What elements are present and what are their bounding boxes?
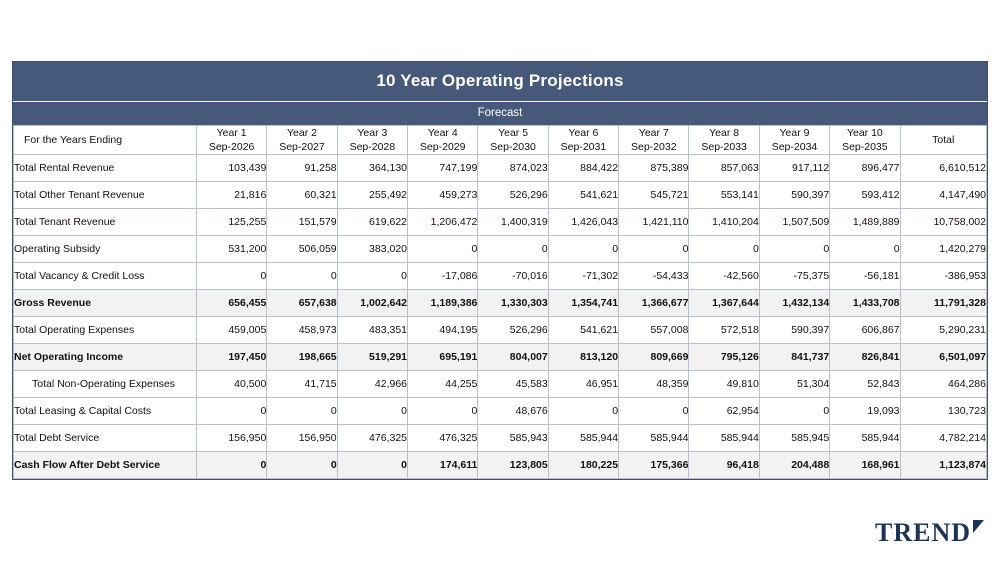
row-value: 0 [548, 236, 618, 263]
row-value: 585,944 [830, 425, 900, 452]
row-label: Total Non-Operating Expenses [14, 371, 197, 398]
row-value: 42,966 [337, 371, 407, 398]
row-value: 0 [196, 452, 266, 479]
row-value: 60,321 [267, 182, 337, 209]
row-value: 857,063 [689, 155, 759, 182]
table-row [14, 182, 987, 209]
table-header-row [14, 126, 987, 155]
row-value: 168,961 [830, 452, 900, 479]
row-value: 1,189,386 [408, 290, 478, 317]
row-value: 51,304 [759, 371, 829, 398]
row-value: 813,120 [548, 344, 618, 371]
row-value: -17,086 [408, 263, 478, 290]
row-label: Operating Subsidy [14, 236, 197, 263]
table-row [14, 344, 987, 371]
row-value: 884,422 [548, 155, 618, 182]
year-name: Year 8 [709, 127, 740, 139]
column-header-year-6 [548, 126, 618, 155]
row-value: 531,200 [196, 236, 266, 263]
column-header-total: Total [900, 126, 986, 155]
row-value: 458,973 [267, 317, 337, 344]
row-value: 1,330,303 [478, 290, 548, 317]
row-total: 130,723 [900, 398, 986, 425]
row-value: 198,665 [267, 344, 337, 371]
row-value: 45,583 [478, 371, 548, 398]
year-name: Year 4 [427, 127, 458, 139]
row-value: 0 [337, 263, 407, 290]
column-header-year-1 [196, 126, 266, 155]
row-value: 1,206,472 [408, 209, 478, 236]
row-value: 585,945 [759, 425, 829, 452]
row-value: 0 [337, 398, 407, 425]
row-value: 0 [548, 398, 618, 425]
row-value: 526,296 [478, 182, 548, 209]
row-value: 896,477 [830, 155, 900, 182]
row-value: 21,816 [196, 182, 266, 209]
row-total: 4,782,214 [900, 425, 986, 452]
row-value: 156,950 [196, 425, 266, 452]
row-total: 6,501,097 [900, 344, 986, 371]
row-value: -75,375 [759, 263, 829, 290]
row-value: 44,255 [408, 371, 478, 398]
table-row [14, 290, 987, 317]
table-row [14, 425, 987, 452]
row-label: Total Operating Expenses [14, 317, 197, 344]
row-value: 255,492 [337, 182, 407, 209]
column-header-year-2 [267, 126, 337, 155]
row-value: 0 [337, 452, 407, 479]
row-value: 197,450 [196, 344, 266, 371]
row-value: 0 [619, 398, 689, 425]
row-label: Cash Flow After Debt Service [14, 452, 197, 479]
row-label: Total Debt Service [14, 425, 197, 452]
row-total: 11,791,328 [900, 290, 986, 317]
row-value: 52,843 [830, 371, 900, 398]
row-value: 476,325 [337, 425, 407, 452]
row-total: 1,420,279 [900, 236, 986, 263]
year-date: Sep-2027 [279, 141, 325, 154]
projections-table [13, 125, 987, 479]
row-value: 695,191 [408, 344, 478, 371]
table-row [14, 317, 987, 344]
row-value: 657,638 [267, 290, 337, 317]
row-total: 4,147,490 [900, 182, 986, 209]
row-value: 541,621 [548, 317, 618, 344]
column-header-year-3 [337, 126, 407, 155]
row-value: 656,455 [196, 290, 266, 317]
row-value: 459,005 [196, 317, 266, 344]
row-value: 476,325 [408, 425, 478, 452]
year-name: Year 1 [216, 127, 247, 139]
column-header-year-10 [830, 126, 900, 155]
row-value: 0 [830, 236, 900, 263]
table-row [14, 452, 987, 479]
row-value: 553,141 [689, 182, 759, 209]
row-value: 1,002,642 [337, 290, 407, 317]
row-value: 48,676 [478, 398, 548, 425]
year-name: Year 5 [498, 127, 529, 139]
table-row [14, 398, 987, 425]
row-value: 585,944 [619, 425, 689, 452]
row-value: 494,195 [408, 317, 478, 344]
row-value: 0 [267, 452, 337, 479]
row-value: 0 [478, 236, 548, 263]
row-label: Gross Revenue [14, 290, 197, 317]
row-value: 175,366 [619, 452, 689, 479]
row-value: 557,008 [619, 317, 689, 344]
brand-logo [875, 518, 984, 548]
row-value: 1,400,319 [478, 209, 548, 236]
forecast-label: Forecast [13, 102, 987, 125]
row-value: 125,255 [196, 209, 266, 236]
year-name: Year 3 [357, 127, 388, 139]
row-value: 41,715 [267, 371, 337, 398]
row-value: 40,500 [196, 371, 266, 398]
year-date: Sep-2029 [419, 141, 466, 154]
column-header-year-8 [689, 126, 759, 155]
year-name: Year 10 [846, 127, 883, 139]
row-value: 875,389 [619, 155, 689, 182]
table-row [14, 155, 987, 182]
row-value: 519,291 [337, 344, 407, 371]
table-row [14, 371, 987, 398]
row-value: 49,810 [689, 371, 759, 398]
row-value: 48,359 [619, 371, 689, 398]
row-total: 464,286 [900, 371, 986, 398]
row-value: 103,439 [196, 155, 266, 182]
row-value: 91,258 [267, 155, 337, 182]
year-date: Sep-2030 [490, 141, 536, 154]
projections-sheet [12, 61, 988, 480]
row-value: 747,199 [408, 155, 478, 182]
row-total: 10,758,002 [900, 209, 986, 236]
row-value: 606,867 [830, 317, 900, 344]
row-value: 1,354,741 [548, 290, 618, 317]
row-label: Total Leasing & Capital Costs [14, 398, 197, 425]
row-value: 506,059 [267, 236, 337, 263]
table-row [14, 263, 987, 290]
row-value: 809,669 [619, 344, 689, 371]
row-value: 0 [267, 398, 337, 425]
row-value: 0 [196, 398, 266, 425]
brand-mark-icon [973, 520, 984, 546]
row-value: 545,721 [619, 182, 689, 209]
year-date: Sep-2031 [560, 141, 607, 154]
year-name: Year 2 [286, 127, 317, 139]
year-date: Sep-2034 [771, 141, 818, 154]
row-value: 0 [759, 398, 829, 425]
table-body [14, 155, 987, 479]
row-value: 585,943 [478, 425, 548, 452]
row-value: 804,007 [478, 344, 548, 371]
column-header-year-4 [408, 126, 478, 155]
row-value: 795,126 [689, 344, 759, 371]
row-value: 590,397 [759, 317, 829, 344]
row-value: 174,611 [408, 452, 478, 479]
row-value: 459,273 [408, 182, 478, 209]
row-value: 1,433,708 [830, 290, 900, 317]
row-value: 0 [267, 263, 337, 290]
row-label: Total Rental Revenue [14, 155, 197, 182]
row-value: -56,181 [830, 263, 900, 290]
table-row [14, 209, 987, 236]
row-value: 151,579 [267, 209, 337, 236]
row-value: -42,560 [689, 263, 759, 290]
sheet-title: 10 Year Operating Projections [13, 62, 987, 102]
row-label: Total Vacancy & Credit Loss [14, 263, 197, 290]
row-total: 5,290,231 [900, 317, 986, 344]
row-value: 1,507,509 [759, 209, 829, 236]
brand-name: TREND [874, 518, 971, 547]
row-value: 1,426,043 [548, 209, 618, 236]
row-value: 96,418 [689, 452, 759, 479]
row-label: Total Tenant Revenue [14, 209, 197, 236]
row-label: Total Other Tenant Revenue [14, 182, 197, 209]
row-total: 1,123,874 [900, 452, 986, 479]
row-value: 483,351 [337, 317, 407, 344]
year-date: Sep-2033 [701, 141, 747, 154]
row-value: 383,020 [337, 236, 407, 263]
row-value: 1,367,644 [689, 290, 759, 317]
row-value: 1,432,134 [759, 290, 829, 317]
row-value: 585,944 [548, 425, 618, 452]
row-value: 204,488 [759, 452, 829, 479]
row-value: 0 [759, 236, 829, 263]
row-value: 0 [619, 236, 689, 263]
row-value: 1,489,889 [830, 209, 900, 236]
row-value: 593,412 [830, 182, 900, 209]
column-header-label: For the Years Ending [14, 126, 197, 155]
row-value: 46,951 [548, 371, 618, 398]
row-value: 585,944 [689, 425, 759, 452]
row-value: 0 [689, 236, 759, 263]
year-date: Sep-2026 [208, 141, 255, 154]
row-value: 541,621 [548, 182, 618, 209]
row-value: 526,296 [478, 317, 548, 344]
row-value: 1,410,204 [689, 209, 759, 236]
year-date: Sep-2032 [631, 141, 677, 154]
row-value: 156,950 [267, 425, 337, 452]
row-value: 0 [408, 236, 478, 263]
row-value: 364,130 [337, 155, 407, 182]
column-header-year-7 [619, 126, 689, 155]
row-label: Net Operating Income [14, 344, 197, 371]
row-value: 180,225 [548, 452, 618, 479]
row-value: -71,302 [548, 263, 618, 290]
row-value: 841,737 [759, 344, 829, 371]
year-date: Sep-2035 [842, 141, 888, 154]
column-header-year-5 [478, 126, 548, 155]
year-name: Year 6 [568, 127, 599, 139]
row-value: 572,518 [689, 317, 759, 344]
row-value: 123,805 [478, 452, 548, 479]
row-value: 62,954 [689, 398, 759, 425]
row-value: -54,433 [619, 263, 689, 290]
column-header-year-9 [759, 126, 829, 155]
row-value: 1,366,677 [619, 290, 689, 317]
row-value: 0 [196, 263, 266, 290]
row-value: 19,093 [830, 398, 900, 425]
row-value: 619,622 [337, 209, 407, 236]
table-row [14, 236, 987, 263]
year-name: Year 9 [779, 127, 810, 139]
year-name: Year 7 [638, 127, 669, 139]
row-value: 590,397 [759, 182, 829, 209]
row-value: 0 [408, 398, 478, 425]
row-value: -70,016 [478, 263, 548, 290]
year-date: Sep-2028 [349, 141, 396, 154]
row-value: 874,023 [478, 155, 548, 182]
row-total: -386,953 [900, 263, 986, 290]
row-value: 917,112 [759, 155, 829, 182]
row-value: 1,421,110 [619, 209, 689, 236]
row-total: 6,610,512 [900, 155, 986, 182]
row-value: 826,841 [830, 344, 900, 371]
